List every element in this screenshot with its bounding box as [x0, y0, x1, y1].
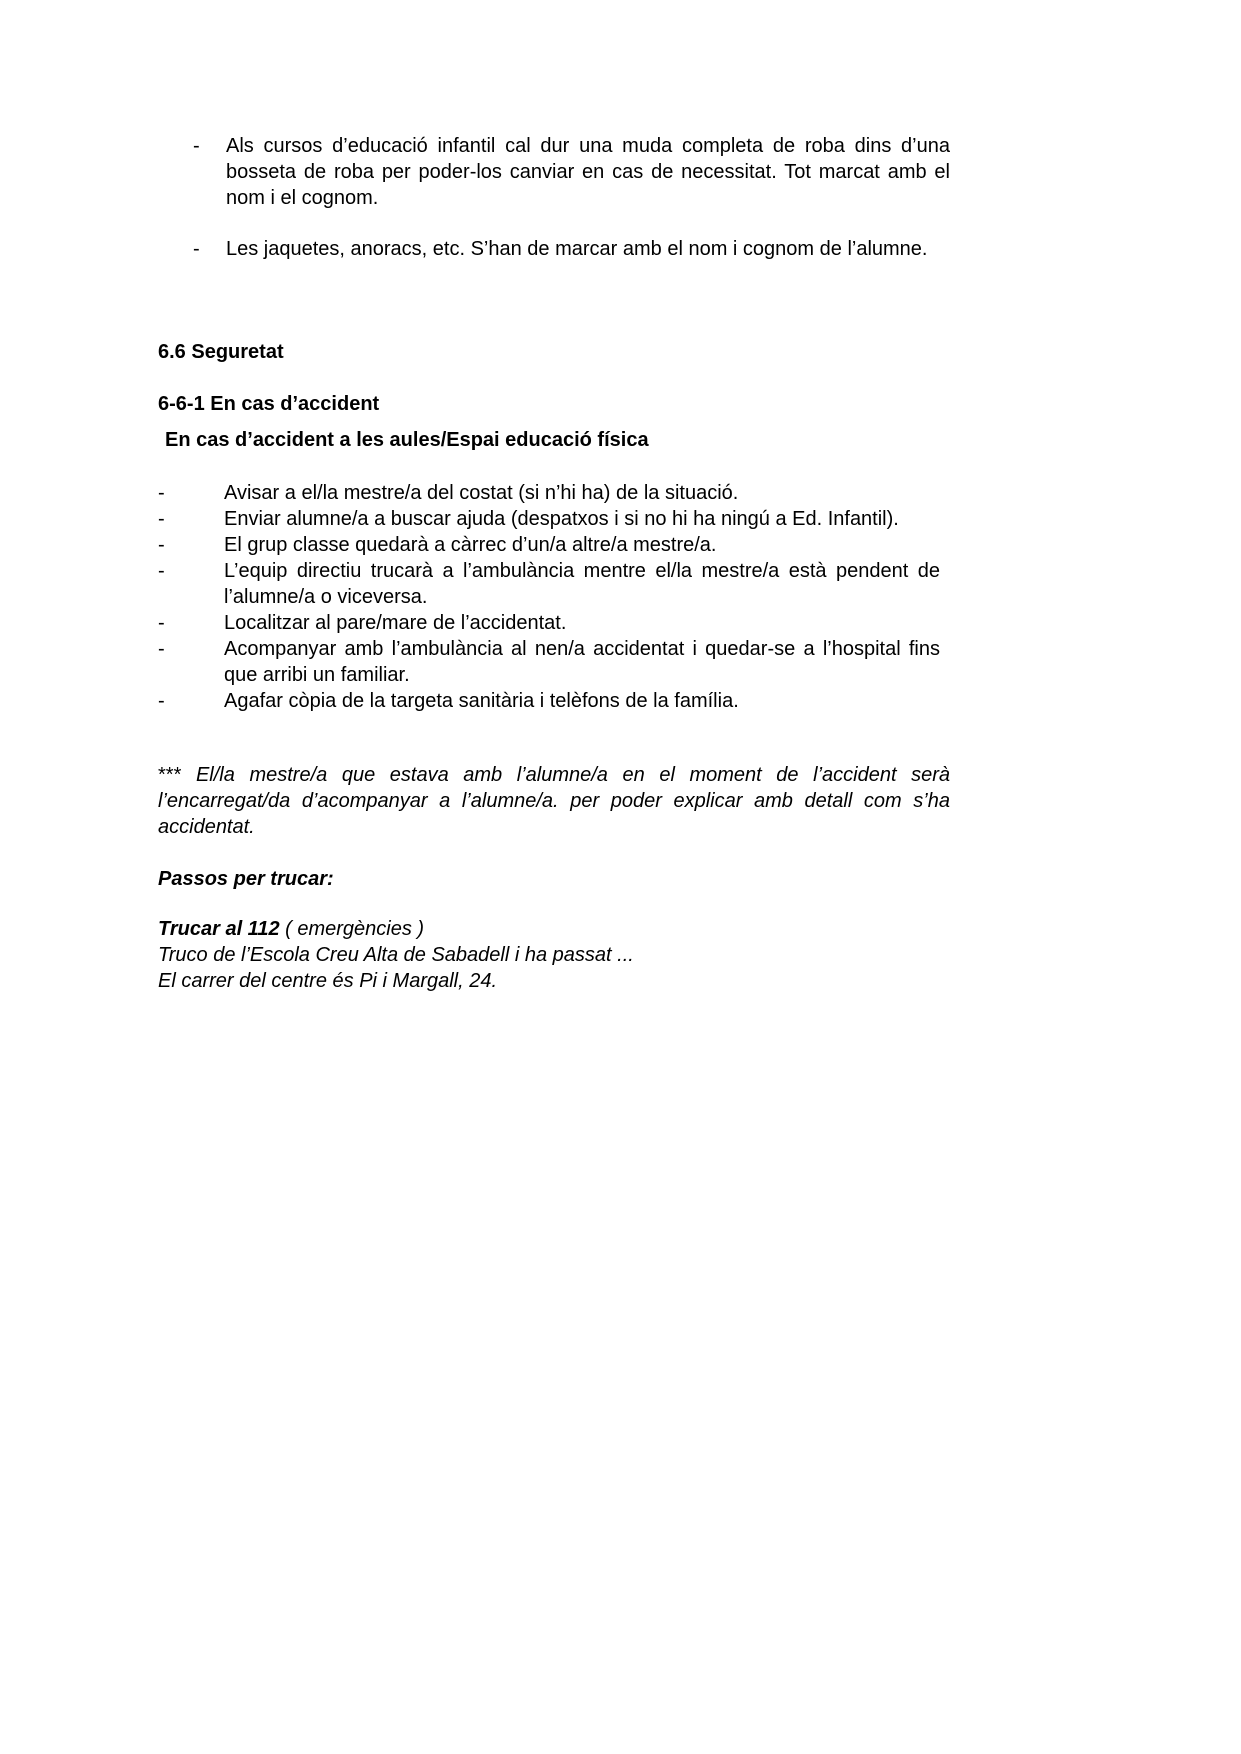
call-line-2: Truco de l’Escola Creu Alta de Sabadell i ha passat ... [158, 944, 634, 966]
section-heading: 6.6 Seguretat [158, 341, 284, 363]
step-text: Agafar còpia de la targeta sanitària i telèfons de la família. [224, 690, 739, 712]
step-item [158, 480, 940, 506]
call-number: Trucar al 112 [158, 918, 280, 940]
call-line-3: El carrer del centre és Pi i Margall, 24. [158, 970, 498, 992]
bullet-dash: - [193, 238, 200, 260]
note-prefix: *** [158, 764, 182, 786]
bullet-dash: - [158, 534, 165, 556]
intro-bullet [193, 133, 950, 211]
step-item [158, 506, 940, 532]
step-text: L’equip directiu trucarà a l’ambulància mentre el/la mestre/a està pendent de l’alumne/a o viceversa. [224, 560, 940, 608]
step-item [158, 532, 940, 558]
bullet-text: Les jaquetes, anoracs, etc. S’han de marcar amb el nom i cognom de l’alumne. [226, 238, 928, 260]
note [158, 762, 950, 840]
note-text: El/la mestre/a que estava amb l’alumne/a en el moment de l’accident serà l’encarregat/da d’acompanyar a l’alumne/a. per poder explicar amb detall com s’ha accidentat. [158, 764, 950, 838]
bullet-dash: - [193, 135, 200, 157]
bullet-dash: - [158, 612, 165, 634]
bullet-text: Als cursos d’educació infantil cal dur una muda completa de roba dins d’una bosseta de roba per poder-los canviar en cas de necessitat. Tot marcat amb el nom i el cognom. [226, 135, 950, 209]
step-text: El grup classe quedarà a càrrec d’un/a altre/a mestre/a. [224, 534, 717, 556]
bullet-dash: - [158, 482, 165, 504]
call-paren: ( emergències ) [279, 918, 425, 940]
call-heading: Passos per trucar: [158, 868, 334, 890]
bullet-dash: - [158, 508, 165, 530]
subsection-heading: 6-6-1 En cas d’accident [158, 393, 380, 415]
step-text: Avisar a el/la mestre/a del costat (si n’hi ha) de la situació. [224, 482, 739, 504]
step-text: Localitzar al pare/mare de l’accidentat. [224, 612, 567, 634]
bullet-dash: - [158, 560, 165, 582]
bullet-dash: - [158, 690, 165, 712]
step-item [158, 558, 940, 610]
call-instructions [158, 916, 634, 994]
steps-list [158, 480, 940, 714]
intro-bullet [193, 236, 950, 262]
step-text: Enviar alumne/a a buscar ajuda (despatxos i si no hi ha ningú a Ed. Infantil). [224, 508, 899, 530]
step-item [158, 610, 940, 636]
bullet-dash: - [158, 638, 165, 660]
step-item [158, 636, 940, 688]
step-text: Acompanyar amb l’ambulància al nen/a accidentat i quedar-se a l’hospital fins que arribi un familiar. [224, 638, 940, 686]
subsubheading: En cas d’accident a les aules/Espai educació física [165, 429, 649, 451]
step-item [158, 688, 940, 714]
